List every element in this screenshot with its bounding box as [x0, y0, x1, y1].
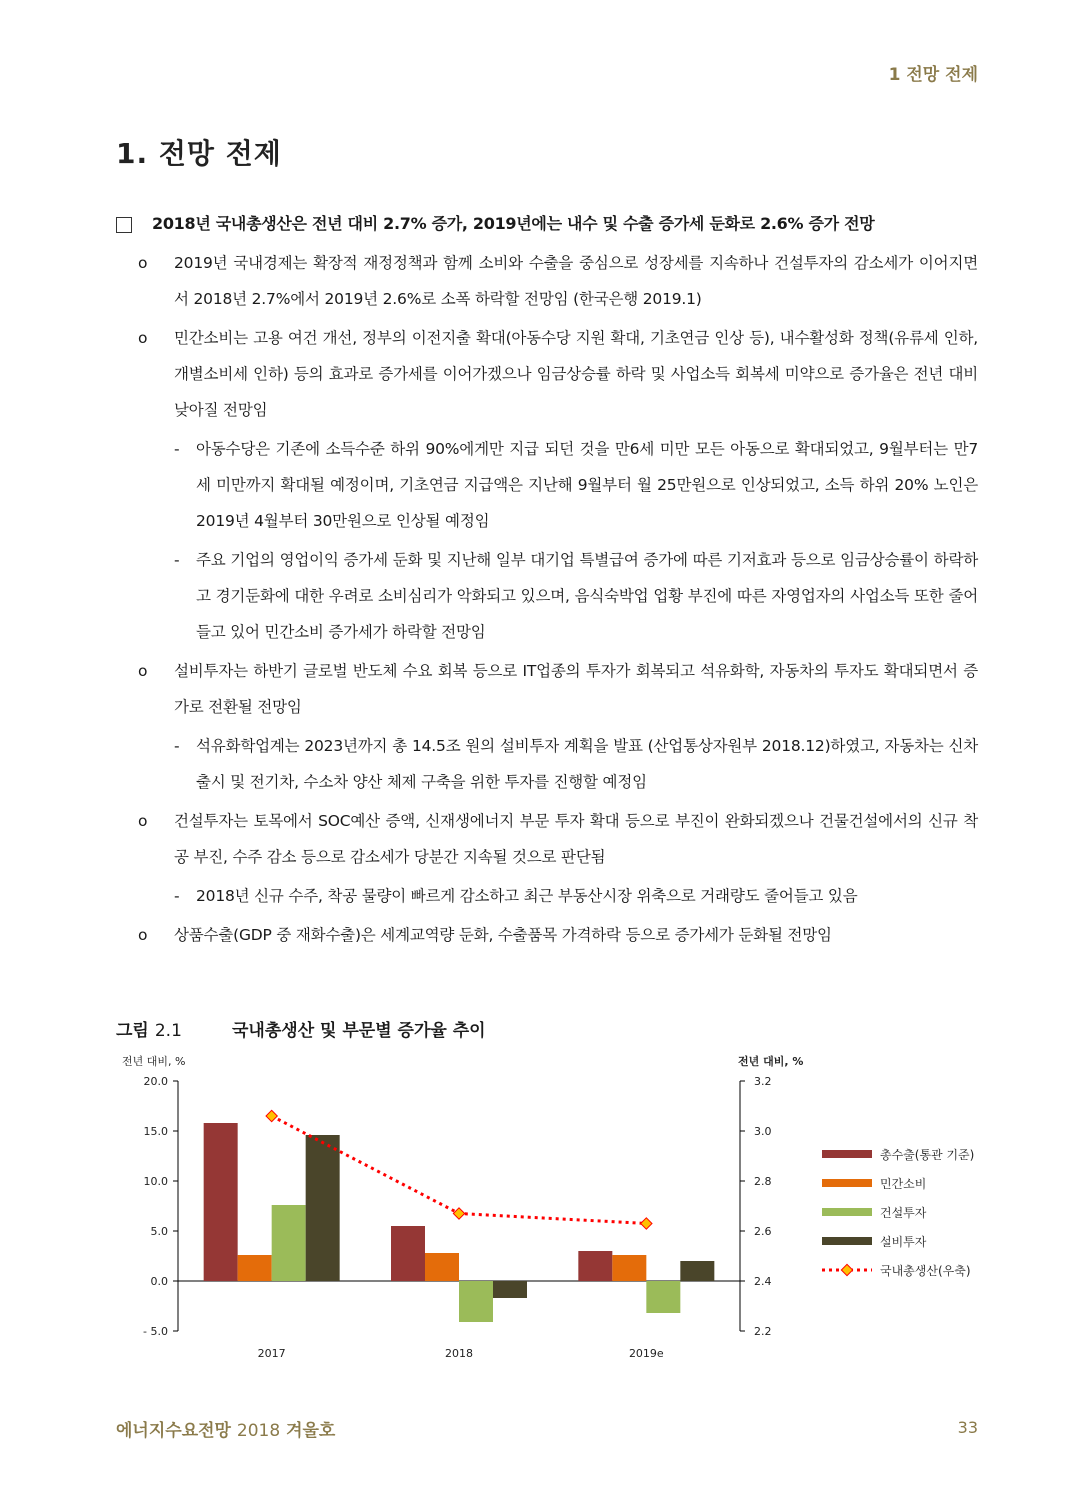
dash-marker: -: [174, 551, 180, 569]
bar-2019e-0: [578, 1251, 612, 1281]
bullet-text: 아동수당은 기존에 소득수준 하위 90%에게만 지급 되던 것을 만6세 미만 모든 아동으로 확대되었고, 9월부터는 만7세 미만까지 확대될 예정이며, 기초연금 지급액은 지난해 9월부터 월 25만원으로 인상되었고, 소득 하위 20% 노인은 2019년 4월부터 30만원으로 인상될 예정임: [196, 440, 978, 530]
bullet-item: [116, 917, 978, 953]
bullet-text: 설비투자는 하반기 글로벌 반도체 수요 회복 등으로 IT업종의 투자가 회복되고 석유화학, 자동차의 투자도 확대되면서 증가로 전환될 전망임: [174, 662, 978, 716]
y-tick-label-right: 3.2: [754, 1075, 772, 1088]
bar-2018-3: [493, 1281, 527, 1298]
figure-number: 2.1: [154, 1021, 182, 1041]
y-tick-label-left: 0.0: [150, 1275, 168, 1288]
y-tick-label-right: 2.4: [754, 1275, 772, 1288]
running-header: 1 전망 전제: [888, 65, 978, 85]
sub-bullet-item: [116, 542, 978, 650]
sub-bullet-item: [116, 431, 978, 539]
y-tick-label-right: 2.8: [754, 1175, 772, 1188]
legend-label: 건설투자: [880, 1206, 927, 1220]
y-tick-label-right: 3.0: [754, 1125, 772, 1138]
bar-2019e-2: [646, 1281, 680, 1313]
bar-2019e-1: [612, 1255, 646, 1281]
y-tick-label-left: 20.0: [143, 1075, 168, 1088]
bar-2018-2: [459, 1281, 493, 1322]
bar-2017-2: [272, 1205, 306, 1281]
legend-label: 설비투자: [880, 1235, 927, 1249]
x-tick-label: 2017: [257, 1347, 286, 1360]
y-axis-left-title: 전년 대비, %: [122, 1055, 186, 1068]
legend-label: 총수출(통관 기준): [880, 1148, 975, 1162]
legend-swatch: [822, 1237, 872, 1245]
page-number: 33: [957, 1418, 978, 1437]
bullet-marker: o: [138, 662, 148, 680]
bullet-item: [116, 245, 978, 317]
legend-swatch: [822, 1179, 872, 1187]
bullet-text: 2019년 국내경제는 확장적 재정정책과 함께 소비와 수출을 중심으로 성장세를 지속하나 건설투자의 감소세가 이어지면서 2018년 2.7%에서 2019년 2.6%로 소폭 하락할 전망임 (한국은행 2019.1): [174, 254, 978, 308]
y-tick-label-right: 2.6: [754, 1225, 772, 1238]
bar-2017-0: [204, 1123, 238, 1281]
publication-issue: 겨울호: [286, 1421, 336, 1441]
bullet-text: 석유화학업계는 2023년까지 총 14.5조 원의 설비투자 계획을 발표 (산업통상자원부 2018.12)하였고, 자동차는 신차출시 및 전기차, 수소차 양산 체제 구축을 위한 투자를 진행할 예정임: [196, 737, 978, 791]
bar-2018-1: [425, 1253, 459, 1281]
y-tick-label-left: - 5.0: [143, 1325, 168, 1338]
figure-label: 그림: [116, 1021, 149, 1041]
figure-title: 국내총생산 및 부문별 증가율 추이: [232, 1021, 486, 1041]
bullet-item: [116, 653, 978, 725]
bullet-marker: o: [138, 926, 148, 944]
bar-2019e-3: [680, 1261, 714, 1281]
bar-2018-0: [391, 1226, 425, 1281]
bullet-item: [116, 320, 978, 428]
legend-marker: [841, 1264, 852, 1275]
legend-swatch: [822, 1150, 872, 1158]
legend-swatch: [822, 1208, 872, 1216]
bullet-marker: o: [138, 329, 148, 347]
sub-bullet-item: [116, 878, 978, 914]
gdp-point: [641, 1218, 652, 1229]
bar-2017-1: [238, 1255, 272, 1281]
footer-publication: [116, 1416, 335, 1441]
bar-2017-3: [306, 1135, 340, 1281]
y-tick-label-left: 10.0: [143, 1175, 168, 1188]
bullet-text: 주요 기업의 영업이익 증가세 둔화 및 지난해 일부 대기업 특별급여 증가에 따른 기저효과 등으로 임금상승률이 하락하고 경기둔화에 대한 우려로 소비심리가 악화되고 있으며, 음식숙박업 업황 부진에 따른 자영업자의 사업소득 또한 줄어들고 있어 민간소비 증가세가 하락할 전망임: [196, 551, 978, 641]
y-tick-label-right: 2.2: [754, 1325, 772, 1338]
bullet-text: 건설투자는 토목에서 SOC예산 증액, 신재생에너지 부문 투자 확대 등으로 부진이 완화되겠으나 건물건설에서의 신규 착공 부진, 수주 감소 등으로 감소세가 당분간 지속될 것으로 판단됨: [174, 812, 978, 866]
x-tick-label: 2018: [445, 1347, 473, 1360]
legend-label: 국내총생산(우축): [880, 1264, 971, 1278]
bullet-text: 민간소비는 고용 여건 개선, 정부의 이전지출 확대(아동수당 지원 확대, 기초연금 인상 등), 내수활성화 정책(유류세 인하, 개별소비세 인하) 등의 효과로 증가세를 이어가겠으나 임금상승률 하락 및 사업소득 회복세 미약으로 증가율은 전년 대비 낮아질 전망임: [174, 329, 978, 419]
growth-rate-chart: [110, 1045, 990, 1365]
section-title: 1. 전망 전제: [116, 137, 282, 170]
gdp-point: [453, 1208, 464, 1219]
publication-name: 에너지수요전망: [116, 1421, 231, 1441]
gdp-point: [266, 1110, 277, 1121]
dash-marker: -: [174, 737, 180, 755]
legend-label: 민간소비: [880, 1177, 927, 1191]
dash-marker: -: [174, 440, 180, 458]
y-axis-right-title: 전년 대비, %: [738, 1055, 804, 1068]
bullet-marker: o: [138, 812, 148, 830]
bullet-marker: o: [138, 254, 148, 272]
bullet-text: 상품수출(GDP 중 재화수출)은 세계교역량 둔화, 수출품목 가격하락 등으로 증가세가 둔화될 전망임: [174, 926, 832, 944]
headline: [116, 206, 978, 242]
sub-bullet-item: [116, 728, 978, 800]
y-tick-label-left: 5.0: [150, 1225, 168, 1238]
x-tick-label: 2019e: [628, 1347, 664, 1360]
dash-marker: -: [174, 887, 180, 905]
body-content: [116, 206, 978, 953]
bullet-text: 2018년 신규 수주, 착공 물량이 빠르게 감소하고 최근 부동산시장 위축으로 거래량도 줄어들고 있음: [196, 887, 858, 905]
checkbox-square-icon: [116, 217, 132, 233]
y-tick-label-left: 15.0: [143, 1125, 168, 1138]
publication-year: 2018: [236, 1421, 281, 1441]
headline-text: 2018년 국내총생산은 전년 대비 2.7% 증가, 2019년에는 내수 및 수출 증가세 둔화로 2.6% 증가 전망: [152, 214, 875, 233]
bullet-item: [116, 803, 978, 875]
bullet-list: [116, 245, 978, 953]
figure-caption: [116, 1016, 486, 1041]
